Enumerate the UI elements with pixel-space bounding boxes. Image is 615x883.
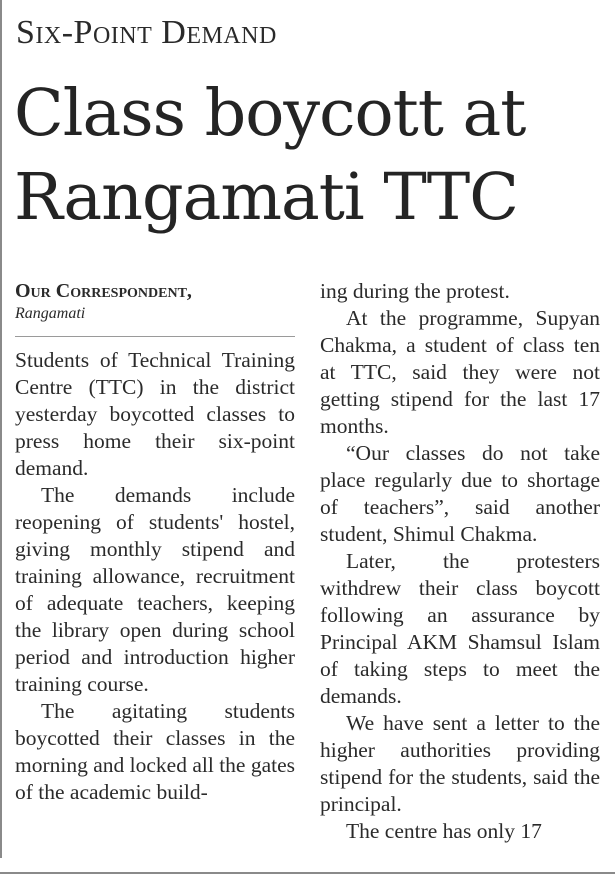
article-paragraph: The demands include reopening of students' hostel, giving monthly stipend and training allowance, recruitment of adequate teachers, keeping the library open during school period and introduction higher training course. [15, 483, 295, 696]
article-paragraph: Students of Technical Training Centre (TTC) in the district yesterday boycotted classes to press home their six-point demand. [15, 348, 295, 480]
article-paragraph: Later, the protesters withdrew their class boycott following an assurance by Principal AKM Shamsul Islam of taking steps to meet the demands. [320, 549, 600, 708]
article-column-left [15, 278, 295, 806]
kicker: Six-Point Demand [16, 14, 277, 51]
left-border-rule [0, 0, 2, 858]
article-paragraph: The agitating students boycotted their classes in the morning and locked all the gates of the academic build- [15, 699, 296, 804]
article-paragraph: The centre has only 17 [346, 819, 542, 843]
headline: Class boycott at Rangamati TTC [14, 76, 526, 235]
article-column-right [320, 278, 600, 845]
bottom-border-rule [0, 872, 615, 874]
article-paragraph: At the programme, Supyan Chakma, a student of class ten at TTC, said they were not getting stipend for the last 17 months. [320, 306, 600, 438]
article-paragraph: ing during the protest. [320, 279, 510, 303]
article-paragraph: We have sent a letter to the higher authorities providing stipend for the students, said the principal. [320, 711, 600, 816]
byline-author: Our Correspondent, [15, 280, 192, 302]
byline-location: Rangamati [15, 305, 86, 322]
byline-divider [15, 336, 295, 337]
article-paragraph: “Our classes do not take place regularly due to shortage of teachers”, said another student, Shimul Chakma. [320, 441, 600, 546]
